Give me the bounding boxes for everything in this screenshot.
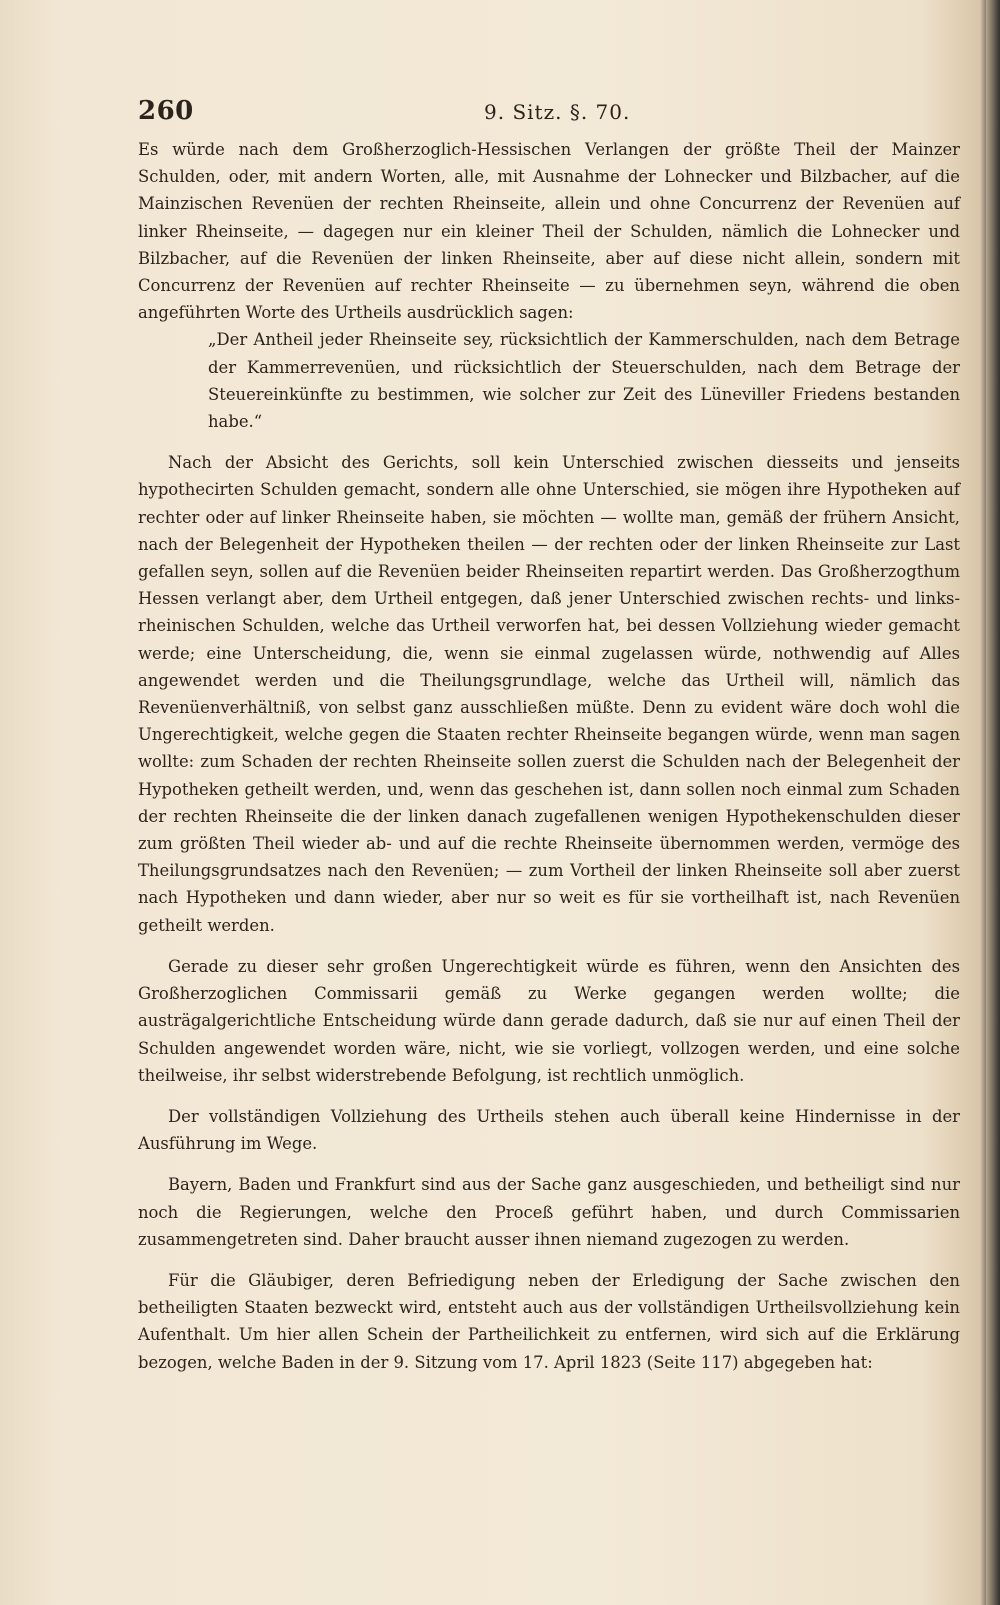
quotation: „Der Antheil jeder Rheinseite sey, rücksichtlich der Kammerschulden, nach dem Betrage der Kammerrevenüen, und rücksichtlich der Steuerschulden, nach dem Betrage der Steuereinkünfte zu bestimmen, wie solcher zur Zeit des Lüneviller Friedens bestanden habe.“: [208, 330, 960, 432]
paragraph: Der vollständigen Vollziehung des Urtheils stehen auch überall keine Hindernisse in der Ausführung im Wege.: [138, 1106, 960, 1154]
paragraph: Es würde nach dem Großherzoglich-Hessischen Verlangen der größte Theil der Mainzer Schulden, oder, mit andern Worten, alle, mit Ausnahme der Lohnecker und Bilzbacher, auf die Mainzischen Revenüen der rechten Rheinseite, allein und ohne Concurrenz der Revenüen auf linker Rheinseite, — dagegen nur ein kleiner Theil der Schulden, nämlich die Lohnecker und Bilzbacher, auf die Revenüen der linken Rheinseite, aber auf diese nicht allein, sondern mit Concurrenz der Revenüen auf rechter Rheinseite — zu übernehmen seyn, während die oben angeführten Worte des Urtheils ausdrücklich sagen:: [138, 140, 960, 323]
running-title: 9. Sitz. §. 70.: [484, 100, 631, 124]
paragraph: Nach der Absicht des Gerichts, soll kein Unterschied zwischen diesseits und jenseits hypothecirten Schulden gemacht, sondern alle ohne Unterschied, sie mögen ihre Hypotheken auf rechter oder auf linker Rheinseite haben, sie möchten — wollte man, gemäß der frühern Ansicht, nach der Belegenheit der Hypotheken theilen — der rechten oder der linken Rheinseite zur Last gefallen seyn, sollen auf die Revenüen beider Rheinseiten repartirt werden. Das Großherzogthum Hessen verlangt aber, dem Urtheil entgegen, daß jener Unterschied zwischen rechts- und links-rheinischen Schulden, welche das Urtheil verworfen hat, bei dessen Vollziehung wieder gemacht werde; eine Unterscheidung, die, wenn sie einmal zugelassen würde, nothwendig auf Alles angewendet werden und die Theilungsgrundlage, welche das Urtheil will, nämlich das Revenüenverhältniß, von selbst ganz ausschließen müßte. Denn zu evident wäre doch wohl die Ungerechtigkeit, welche gegen die Staaten rechter Rheinseite begangen würde, wenn man sagen wollte: zum Schaden der rechten Rheinseite sollen zuerst die Schulden nach der Belegenheit der Hypotheken getheilt werden, und, wenn das geschehen ist, dann sollen noch einmal zum Schaden der rechten Rheinseite die der linken danach zugefallenen wenigen Hypothekenschulden dieser zum größten Theil wieder ab- und auf die rechte Rheinseite übernommen werden, vermöge des Theilungsgrundsatzes nach den Revenüen; — zum Vortheil der linken Rheinseite soll aber zuerst nach Hypotheken und dann wieder, aber nur so weit es für sie vortheilhaft ist, nach Revenüen getheilt werden.: [138, 453, 960, 935]
page-number: 260: [138, 96, 194, 126]
body-text: [138, 136, 960, 1376]
paragraph: Bayern, Baden und Frankfurt sind aus der Sache ganz ausgeschieden, und betheiligt sind nur noch die Regierungen, welche den Proceß geführt haben, und durch Commissarien zusammengetreten sind. Daher braucht ausser ihnen niemand zugezogen zu werden.: [138, 1175, 960, 1249]
paragraph: Gerade zu dieser sehr großen Ungerechtigkeit würde es führen, wenn den Ansichten des Großherzoglichen Commissarii gemäß zu Werke gegangen werden wollte; die austrägalgerichtliche Entscheidung würde dann gerade dadurch, daß sie nur auf einen Theil der Schulden angewendet worden wäre, nicht, wie sie vorliegt, vollzogen werden, und eine solche theilweise, ihr selbst widerstrebende Befolgung, ist rechtlich unmöglich.: [138, 956, 960, 1085]
paragraph: Für die Gläubiger, deren Befriedigung neben der Erledigung der Sache zwischen den betheiligten Staaten bezweckt wird, entsteht auch aus der vollständigen Urtheilsvollziehung kein Aufenthalt. Um hier allen Schein der Partheilichkeit zu entfernen, wird sich auf die Erklärung bezogen, welche Baden in der 9. Sitzung vom 17. April 1823 (Seite 117) abgegeben hat:: [138, 1270, 960, 1372]
page-header: [138, 96, 960, 130]
